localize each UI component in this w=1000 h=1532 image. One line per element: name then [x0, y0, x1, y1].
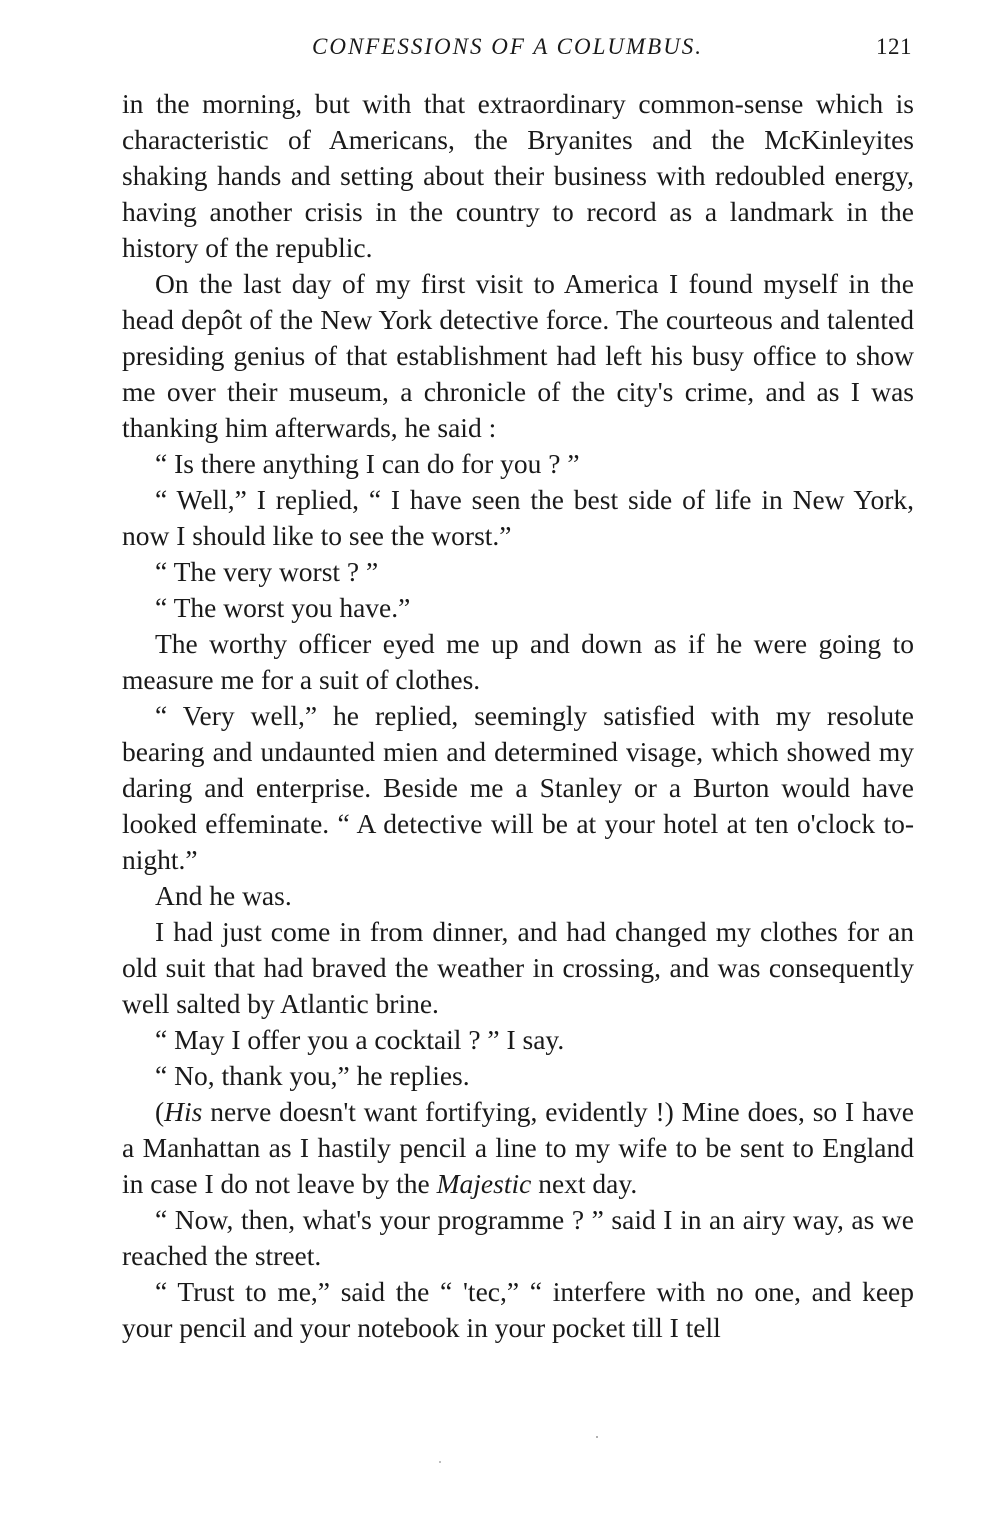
book-page: [122, 28, 914, 1346]
text-run: (: [155, 1096, 165, 1127]
paragraph: [122, 446, 914, 482]
paragraph: [122, 590, 914, 626]
running-title: CONFESSIONS OF A COLUMBUS.: [312, 34, 704, 59]
text-run: next day.: [531, 1168, 638, 1199]
text-run: “ Well,” I replied, “ I have seen the best side of life in New York, now I should like to see the worst.”: [122, 484, 914, 551]
paragraph: [122, 698, 914, 878]
paragraph: [122, 1202, 914, 1274]
speck: [439, 1461, 441, 1463]
text-run: “ Trust to me,” said the “ 'tec,” “ interfere with no one, and keep your pencil and your notebook in your pocket till I tell: [122, 1276, 914, 1343]
paragraph: [122, 1094, 914, 1202]
text-run: nerve doesn't want fortifying, evidently !) Mine does, so I have a Manhattan as I hastily pencil a line to my wife to be sent to England in case I do not leave by the: [122, 1096, 914, 1199]
text-run: “ The worst you have.”: [155, 592, 411, 623]
body-text: [122, 86, 914, 1346]
paragraph: [122, 482, 914, 554]
text-run: “ The very worst ? ”: [155, 556, 379, 587]
paragraph: [122, 1274, 914, 1346]
paragraph: [122, 266, 914, 446]
speck: [596, 1436, 598, 1438]
text-run: “ Very well,” he replied, seemingly satisfied with my resolute bearing and undaunted mien and determined visage, which showed my daring and enterprise. Beside me a Stanley or a Burton would have looked effeminate. “ A detective will be at your hotel at ten o'clock to-night.”: [122, 700, 914, 875]
paragraph: [122, 1022, 914, 1058]
paragraph: [122, 1058, 914, 1094]
paragraph: [122, 86, 914, 266]
text-run: “ Is there anything I can do for you ? ”: [155, 448, 580, 479]
text-run: “ No, thank you,” he replies.: [155, 1060, 470, 1091]
text-run: I had just come in from dinner, and had changed my clothes for an old suit that had braved the weather in crossing, and was consequently well salted by Atlantic brine.: [122, 916, 914, 1019]
text-run: “ May I offer you a cocktail ? ” I say.: [155, 1024, 565, 1055]
paragraph: [122, 878, 914, 914]
text-run: in the morning, but with that extraordinary common-sense which is characteristic of Americans, the Bryanites and the McKinleyites shaking hands and setting about their business with redoubled energy, having another crisis in the country to record as a landmark in the history of the republic.: [122, 88, 914, 263]
paragraph: [122, 914, 914, 1022]
italic-text: Majestic: [436, 1168, 532, 1199]
page-number: 121: [876, 34, 912, 59]
italic-text: His: [164, 1096, 203, 1127]
text-run: On the last day of my first visit to America I found myself in the head depôt of the New York detective force. The courteous and talented presiding genius of that establishment had left his busy office to show me over their museum, a chronicle of the city's crime, and as I was thanking him afterwards, he said :: [122, 268, 914, 443]
running-head: [122, 28, 914, 68]
paragraph: [122, 626, 914, 698]
text-run: And he was.: [155, 880, 292, 911]
text-run: “ Now, then, what's your programme ? ” said I in an airy way, as we reached the street.: [122, 1204, 914, 1271]
text-run: The worthy officer eyed me up and down as if he were going to measure me for a suit of clothes.: [122, 628, 914, 695]
paragraph: [122, 554, 914, 590]
